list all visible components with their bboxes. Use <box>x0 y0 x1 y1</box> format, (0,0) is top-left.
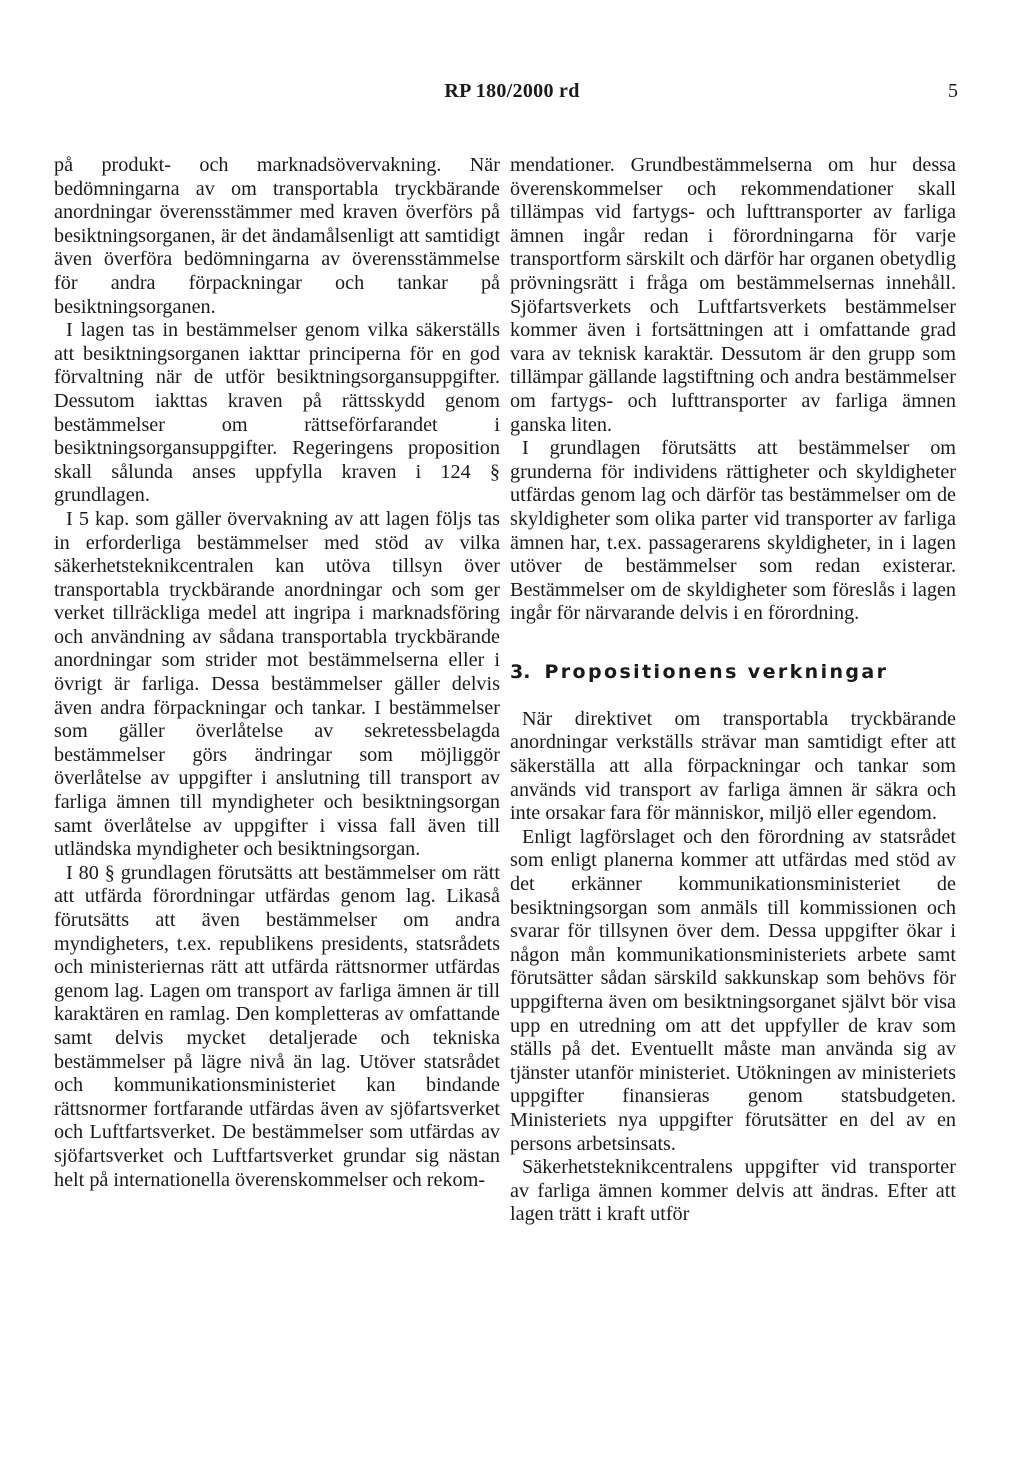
paragraph: I lagen tas in bestämmelser genom vilka säkerställs att besiktningsorganen iakttar principerna för en god förvaltning när de utför besiktningsorgansuppgifter. Dessutom iakttas kraven på rättsskydd genom bestämmelser om rättseförfarandet i besiktningsorgansuppgifter. Regeringens proposition skall sålunda anses uppfylla kraven i 124 § grundlagen. <box>54 319 500 507</box>
right-column <box>510 154 956 1227</box>
paragraph: I 80 § grundlagen förutsätts att bestämmelser om rätt att utfärda förordningar utfärdas genom lag. Likaså förutsätts att även bestämmelser om andra myndigheters, t.ex. republikens presidents, statsrådets och ministeriernas rätt att utfärda rättsnormer utfärdas genom lag. Lagen om transport av farliga ämnen är till karaktären en ramlag. Den kompletteras av omfattande samt delvis mycket detaljerade och tekniska bestämmelser på lägre nivå än lag. Utöver statsrådet och kommunikationsministeriet kan bindande rättsnormer fortfarande utfärdas även av sjöfartsverket och Luftfartsverket. De bestämmelser som utfärdas av sjöfartsverket och Luftfartsverket grundar sig nästan helt på internationella överenskommelser och rekom- <box>54 861 500 1191</box>
section-title: Propositionens verkningar <box>544 660 889 683</box>
paragraph: Säkerhetsteknikcentralens uppgifter vid transporter av farliga ämnen kommer delvis att ändras. Efter att lagen trätt i kraft utför <box>510 1156 956 1226</box>
paragraph: I 5 kap. som gäller övervakning av att lagen följs tas in erforderliga bestämmelser med stöd av vilka säkerhetsteknikcentralen kan utöva tillsyn över transportabla tryckbärande anordningar och som ger verket tillräckliga medel att ingripa i marknadsföring och användning av sådana transportabla tryckbärande anordningar som strider mot bestämmelserna eller i övrigt är farliga. Dessa bestämmelser gäller delvis även andra förpackningar och tankar. I bestämmelser som gäller överlåtelse av sekretessbelagda bestämmelser görs ändringar som möjliggör överlåtelse av uppgifter i anslutning till transport av farliga ämnen till myndigheter och besiktningsorgan samt överlåtelse av uppgifter i vissa fall även till utländska myndigheter och besiktningsorgan. <box>54 507 500 861</box>
paragraph: I grundlagen förutsätts att bestämmelser om grunderna för individens rättigheter och skyldigheter utfärdas genom lag och därför tas bestämmelser om de skyldigheter som olika parter vid transporter av farliga ämnen har, t.ex. passagerarens skyldigheter, in i lagen utöver de bestämmelser som redan existerar. Bestämmelser om de skyldigheter som föreslås i lagen ingår för närvarande delvis i en förordning. <box>510 437 956 625</box>
paragraph: Enligt lagförslaget och den förordning av statsrådet som enligt planerna kommer att utfärdas med stöd av det erkänner kommunikationsministeriet de besiktningsorgan som anmäls till kommissionen och svarar för tillsynen över dem. Dessa uppgifter ökar i någon mån kommunikationsministeriets arbete samt förutsätter sådan särskild sakkunskap som behövs för uppgifterna även om besiktningsorganet självt bör visa upp en utredning om att det uppfyller de krav som ställs på det. Eventuellt måste man använda sig av tjänster utanför ministeriet. Utökningen av ministeriets uppgifter finansieras genom statsbudgeten. Ministeriets nya uppgifter förutsätter en del av en persons arbetsinsats. <box>510 825 956 1155</box>
section-heading <box>510 660 956 684</box>
page-number: 5 <box>948 80 958 102</box>
left-column <box>54 154 500 1192</box>
paragraph: på produkt- och marknadsövervakning. När bedömningarna av om transportabla tryckbärande anordningar överensstämmer med kraven överförs på besiktningsorganen, är det ändamålsenligt att samtidigt även överföra bedömningarna av överensstämmelse för andra förpackningar och tankar på besiktningsorganen. <box>54 154 500 318</box>
document-title: RP 180/2000 rd <box>444 80 580 102</box>
paragraph: mendationer. Grundbestämmelserna om hur dessa överenskommelser och rekommendationer skall tillämpas vid fartygs- och lufttransporter av farliga ämnen ingår redan i förordningarna för varje transportform särskilt och därför har organen obetydlig prövningsrätt i fråga om bestämmelsernas innehåll. Sjöfartsverkets och Luftfartsverkets bestämmelser kommer även i fortsättningen att i omfattande grad vara av teknisk karaktär. Dessutom är den grupp som tillämpar gällande lagstiftning och andra bestämmelser om fartygs- och lufttransporter av farliga ämnen ganska liten. <box>510 154 956 436</box>
section-number: 3. <box>510 660 531 683</box>
paragraph: När direktivet om transportabla tryckbärande anordningar verkställs strävar man samtidigt efter att säkerställa att alla förpackningar och tankar som används vid transport av farliga ämnen är säkra och inte orsakar fara för människor, miljö eller egendom. <box>510 707 956 825</box>
